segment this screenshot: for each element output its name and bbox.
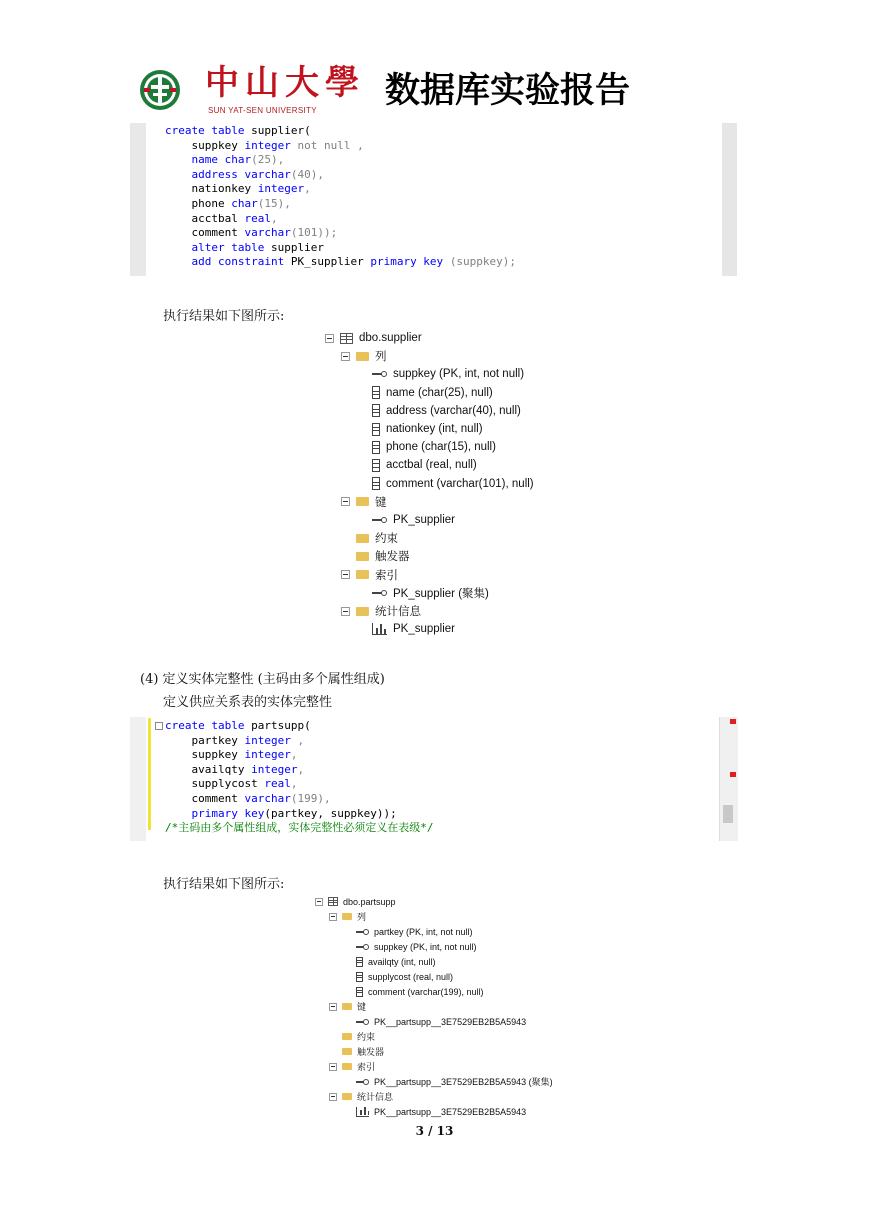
code-token: partkey xyxy=(165,733,245,747)
code-line xyxy=(165,182,516,197)
code-token: phone xyxy=(165,196,232,210)
section-4-description: 定义供应关系表的实体完整性 xyxy=(163,695,333,710)
code-token: (15), xyxy=(257,196,291,210)
tree-node-label: suppkey (PK, int, not null) xyxy=(393,368,525,381)
key-icon xyxy=(372,591,387,595)
change-gutter xyxy=(148,718,151,830)
code-line xyxy=(165,124,516,139)
tree-node-label: PK__partsupp__3E7529EB2B5A5943 (聚集) xyxy=(374,1077,553,1087)
tree-node[interactable] xyxy=(343,984,484,999)
code-line xyxy=(165,226,516,241)
tree-node[interactable] xyxy=(357,511,455,529)
code-token: char xyxy=(224,153,252,167)
code-token: suppkey xyxy=(165,748,245,762)
code-token: availqty xyxy=(165,762,252,776)
column-icon xyxy=(372,477,380,490)
folder-icon xyxy=(356,352,369,361)
tree-node[interactable] xyxy=(329,1044,384,1059)
scrollbar[interactable] xyxy=(722,123,737,276)
code-token: PK_supplier xyxy=(290,255,371,269)
expand-toggle-icon[interactable] xyxy=(329,1063,337,1071)
code-token: (partkey, suppkey)); xyxy=(264,806,397,820)
code-line xyxy=(165,821,434,836)
code-line xyxy=(165,197,516,212)
code-token: , xyxy=(297,733,305,747)
key-icon xyxy=(372,372,387,376)
folder-icon xyxy=(342,1063,352,1070)
expand-toggle-icon[interactable] xyxy=(315,898,323,906)
folder-icon xyxy=(356,607,369,616)
tree-node-label: PK__partsupp__3E7529EB2B5A5943 xyxy=(374,1106,527,1117)
folder-icon xyxy=(342,1003,352,1010)
tree-node-label: PK_supplier xyxy=(393,514,456,526)
tree-node-label: 约束 xyxy=(375,533,398,546)
code-token: char xyxy=(231,196,258,210)
code-line xyxy=(165,212,516,227)
tree-node[interactable] xyxy=(341,602,421,620)
tree-node[interactable] xyxy=(343,969,453,984)
code-token: (suppkey); xyxy=(449,255,517,269)
folder-icon xyxy=(342,1033,352,1040)
code-line xyxy=(165,255,516,270)
code-line xyxy=(165,153,516,168)
tree-node[interactable] xyxy=(315,894,396,909)
column-icon xyxy=(372,423,380,436)
code-token: suppkey xyxy=(165,138,245,152)
folder-icon xyxy=(356,552,369,561)
code-token: supplycost xyxy=(165,777,265,791)
tree-node-label: name (char(25), null) xyxy=(386,386,493,399)
code-line xyxy=(165,241,516,256)
code-line xyxy=(165,139,516,154)
expand-toggle-icon[interactable] xyxy=(329,913,337,921)
folder-icon xyxy=(342,1048,352,1055)
expand-toggle-icon[interactable] xyxy=(341,607,350,616)
university-logo-icon xyxy=(138,68,182,112)
statistics-icon xyxy=(372,623,387,635)
folder-icon xyxy=(342,1093,352,1100)
expand-toggle-icon[interactable] xyxy=(341,497,350,506)
code-token: name xyxy=(165,153,225,167)
expand-toggle-icon[interactable] xyxy=(325,334,334,343)
tree-node[interactable] xyxy=(341,493,387,511)
tree-node-label: address (varchar(40), null) xyxy=(386,404,521,417)
tree-node-label: PK__partsupp__3E7529EB2B5A5943 xyxy=(374,1016,527,1027)
code-token: , xyxy=(270,211,278,225)
tree-node-label: partkey (PK, int, not null) xyxy=(374,926,473,937)
report-title: 数据库实验报告 xyxy=(385,71,631,111)
code-line xyxy=(165,734,434,749)
expand-toggle-icon[interactable] xyxy=(329,1003,337,1011)
tree-node[interactable] xyxy=(357,475,534,493)
statistics-icon xyxy=(356,1107,369,1117)
column-icon xyxy=(372,441,380,454)
code-token: integer xyxy=(251,762,298,776)
tree-node-label: comment (varchar(101), null) xyxy=(386,477,534,490)
code-token: (199), xyxy=(290,791,331,805)
table-icon xyxy=(328,897,338,906)
tree-node[interactable] xyxy=(343,939,477,954)
tree-node[interactable] xyxy=(357,384,493,402)
folder-icon xyxy=(356,497,369,506)
code-line xyxy=(165,763,434,778)
code-token: comment xyxy=(165,226,245,240)
column-icon xyxy=(372,404,380,417)
tree-node-label: 触发器 xyxy=(357,1047,385,1057)
code-token: create table xyxy=(165,124,252,137)
tree-node[interactable] xyxy=(343,954,436,969)
tree-node[interactable] xyxy=(329,909,366,924)
scrollbar[interactable] xyxy=(719,717,738,841)
tree-node-label: PK_supplier xyxy=(393,623,456,636)
code-token: varchar xyxy=(244,226,291,240)
tree-node[interactable] xyxy=(341,529,398,547)
result-caption-1: 执行结果如下图所示: xyxy=(163,309,285,324)
tree-node-label: phone (char(15), null) xyxy=(386,441,496,454)
code-token: create table xyxy=(165,719,252,732)
code-token: primary key xyxy=(370,255,450,269)
tree-node[interactable] xyxy=(343,924,473,939)
key-icon xyxy=(356,945,369,949)
code-token: , xyxy=(290,777,298,791)
code-line xyxy=(165,748,434,763)
code-token: add constraint xyxy=(165,255,291,269)
tree-node-label: supplycost (real, null) xyxy=(368,971,454,982)
tree-node[interactable] xyxy=(341,547,410,565)
folder-icon xyxy=(342,913,352,920)
code-token: supplier( xyxy=(251,124,311,137)
code-token: nationkey xyxy=(165,182,258,196)
tree-node[interactable] xyxy=(343,1014,526,1029)
code-token: primary key xyxy=(165,806,265,820)
code-token: real xyxy=(264,777,291,791)
code-token: acctbal xyxy=(165,211,245,225)
tree-node[interactable] xyxy=(329,1029,375,1044)
error-marker xyxy=(730,719,736,724)
error-marker xyxy=(730,772,736,777)
expand-toggle-icon[interactable] xyxy=(341,570,350,579)
folder-icon xyxy=(356,570,369,579)
tree-node-label: 索引 xyxy=(375,569,398,582)
page-number: 3 / 13 xyxy=(415,1124,454,1138)
tree-node[interactable] xyxy=(357,456,477,474)
tree-node-label: suppkey (PK, int, not null) xyxy=(374,941,477,952)
code-token: supplier xyxy=(270,240,324,254)
code-token: integer xyxy=(257,182,305,196)
folder-icon xyxy=(356,534,369,543)
code-token: integer xyxy=(244,138,298,152)
tree-node[interactable] xyxy=(357,620,455,638)
code-token: , xyxy=(290,748,298,762)
tree-node-label: nationkey (int, null) xyxy=(386,423,483,435)
tree-node-label: 统计信息 xyxy=(357,1092,394,1102)
tree-node-label: PK_supplier (聚集) xyxy=(393,587,489,600)
table-icon xyxy=(340,333,353,344)
tree-node[interactable] xyxy=(357,420,483,438)
collapse-toggle-icon[interactable] xyxy=(155,722,163,730)
tree-node-label: acctbal (real, null) xyxy=(386,459,477,472)
tree-node-label: dbo.supplier xyxy=(359,332,422,344)
tree-node-label: 触发器 xyxy=(375,551,410,564)
tree-node[interactable] xyxy=(343,1104,526,1119)
code-token: partsupp( xyxy=(251,719,311,732)
tree-node-label: 键 xyxy=(357,1002,367,1012)
tree-node[interactable] xyxy=(343,1074,553,1089)
expand-toggle-icon[interactable] xyxy=(341,352,350,361)
tree-node-label: 约束 xyxy=(357,1032,376,1042)
tree-node[interactable] xyxy=(357,438,496,456)
sql-code-partsupp xyxy=(165,719,434,836)
code-token: , xyxy=(297,762,305,776)
code-line xyxy=(165,168,516,183)
column-icon xyxy=(356,972,363,982)
tree-node-label: 索引 xyxy=(357,1062,376,1072)
tree-node[interactable] xyxy=(329,999,366,1014)
key-icon xyxy=(372,518,387,522)
scrollbar-thumb[interactable] xyxy=(723,805,733,823)
tree-node[interactable] xyxy=(325,329,422,347)
tree-node-label: 列 xyxy=(375,351,387,364)
code-token: real xyxy=(244,211,271,225)
column-icon xyxy=(372,459,380,472)
tree-node-label: comment (varchar(199), null) xyxy=(368,986,484,997)
key-icon xyxy=(356,1020,369,1024)
tree-node[interactable] xyxy=(329,1089,393,1104)
sql-code-supplier xyxy=(165,124,516,270)
code-line xyxy=(165,777,434,792)
code-token: varchar xyxy=(244,791,291,805)
university-name-cn: 中山大學 xyxy=(205,63,365,103)
tree-node[interactable] xyxy=(329,1059,375,1074)
tree-node[interactable] xyxy=(341,566,398,584)
column-icon xyxy=(372,386,380,399)
tree-node[interactable] xyxy=(357,365,524,383)
code-line xyxy=(165,719,434,734)
key-icon xyxy=(356,930,369,934)
code-token: alter table xyxy=(165,240,271,254)
code-token: /*主码由多个属性组成，实体完整性必须定义在表级*/ xyxy=(165,821,434,835)
column-icon xyxy=(356,957,363,967)
tree-node-label: 键 xyxy=(375,496,387,509)
tree-node[interactable] xyxy=(357,402,521,420)
code-token: (101)); xyxy=(290,226,338,240)
tree-node[interactable] xyxy=(341,347,387,365)
tree-node-label: 统计信息 xyxy=(375,606,421,618)
tree-node[interactable] xyxy=(357,584,489,602)
code-token: comment xyxy=(165,791,245,805)
code-token: varchar xyxy=(244,167,291,181)
code-line xyxy=(165,792,434,807)
key-icon xyxy=(356,1080,369,1084)
code-token: (40), xyxy=(290,167,324,181)
code-token: (25), xyxy=(251,153,285,167)
code-token: not null , xyxy=(297,138,364,152)
tree-node-label: dbo.partsupp xyxy=(343,896,396,907)
result-caption-2: 执行结果如下图所示: xyxy=(163,877,285,892)
tree-node-label: 列 xyxy=(357,912,367,922)
code-token: , xyxy=(304,182,311,196)
section-heading-4: (4) 定义实体完整性 (主码由多个属性组成) xyxy=(140,672,385,687)
column-icon xyxy=(356,987,363,997)
university-name-en: SUN YAT-SEN UNIVERSITY xyxy=(208,106,317,115)
expand-toggle-icon[interactable] xyxy=(329,1093,337,1101)
code-line xyxy=(165,807,434,822)
code-token: integer xyxy=(244,748,291,762)
tree-node-label: availqty (int, null) xyxy=(368,956,436,967)
code-token: address xyxy=(165,167,245,181)
code-token: integer xyxy=(244,733,298,747)
